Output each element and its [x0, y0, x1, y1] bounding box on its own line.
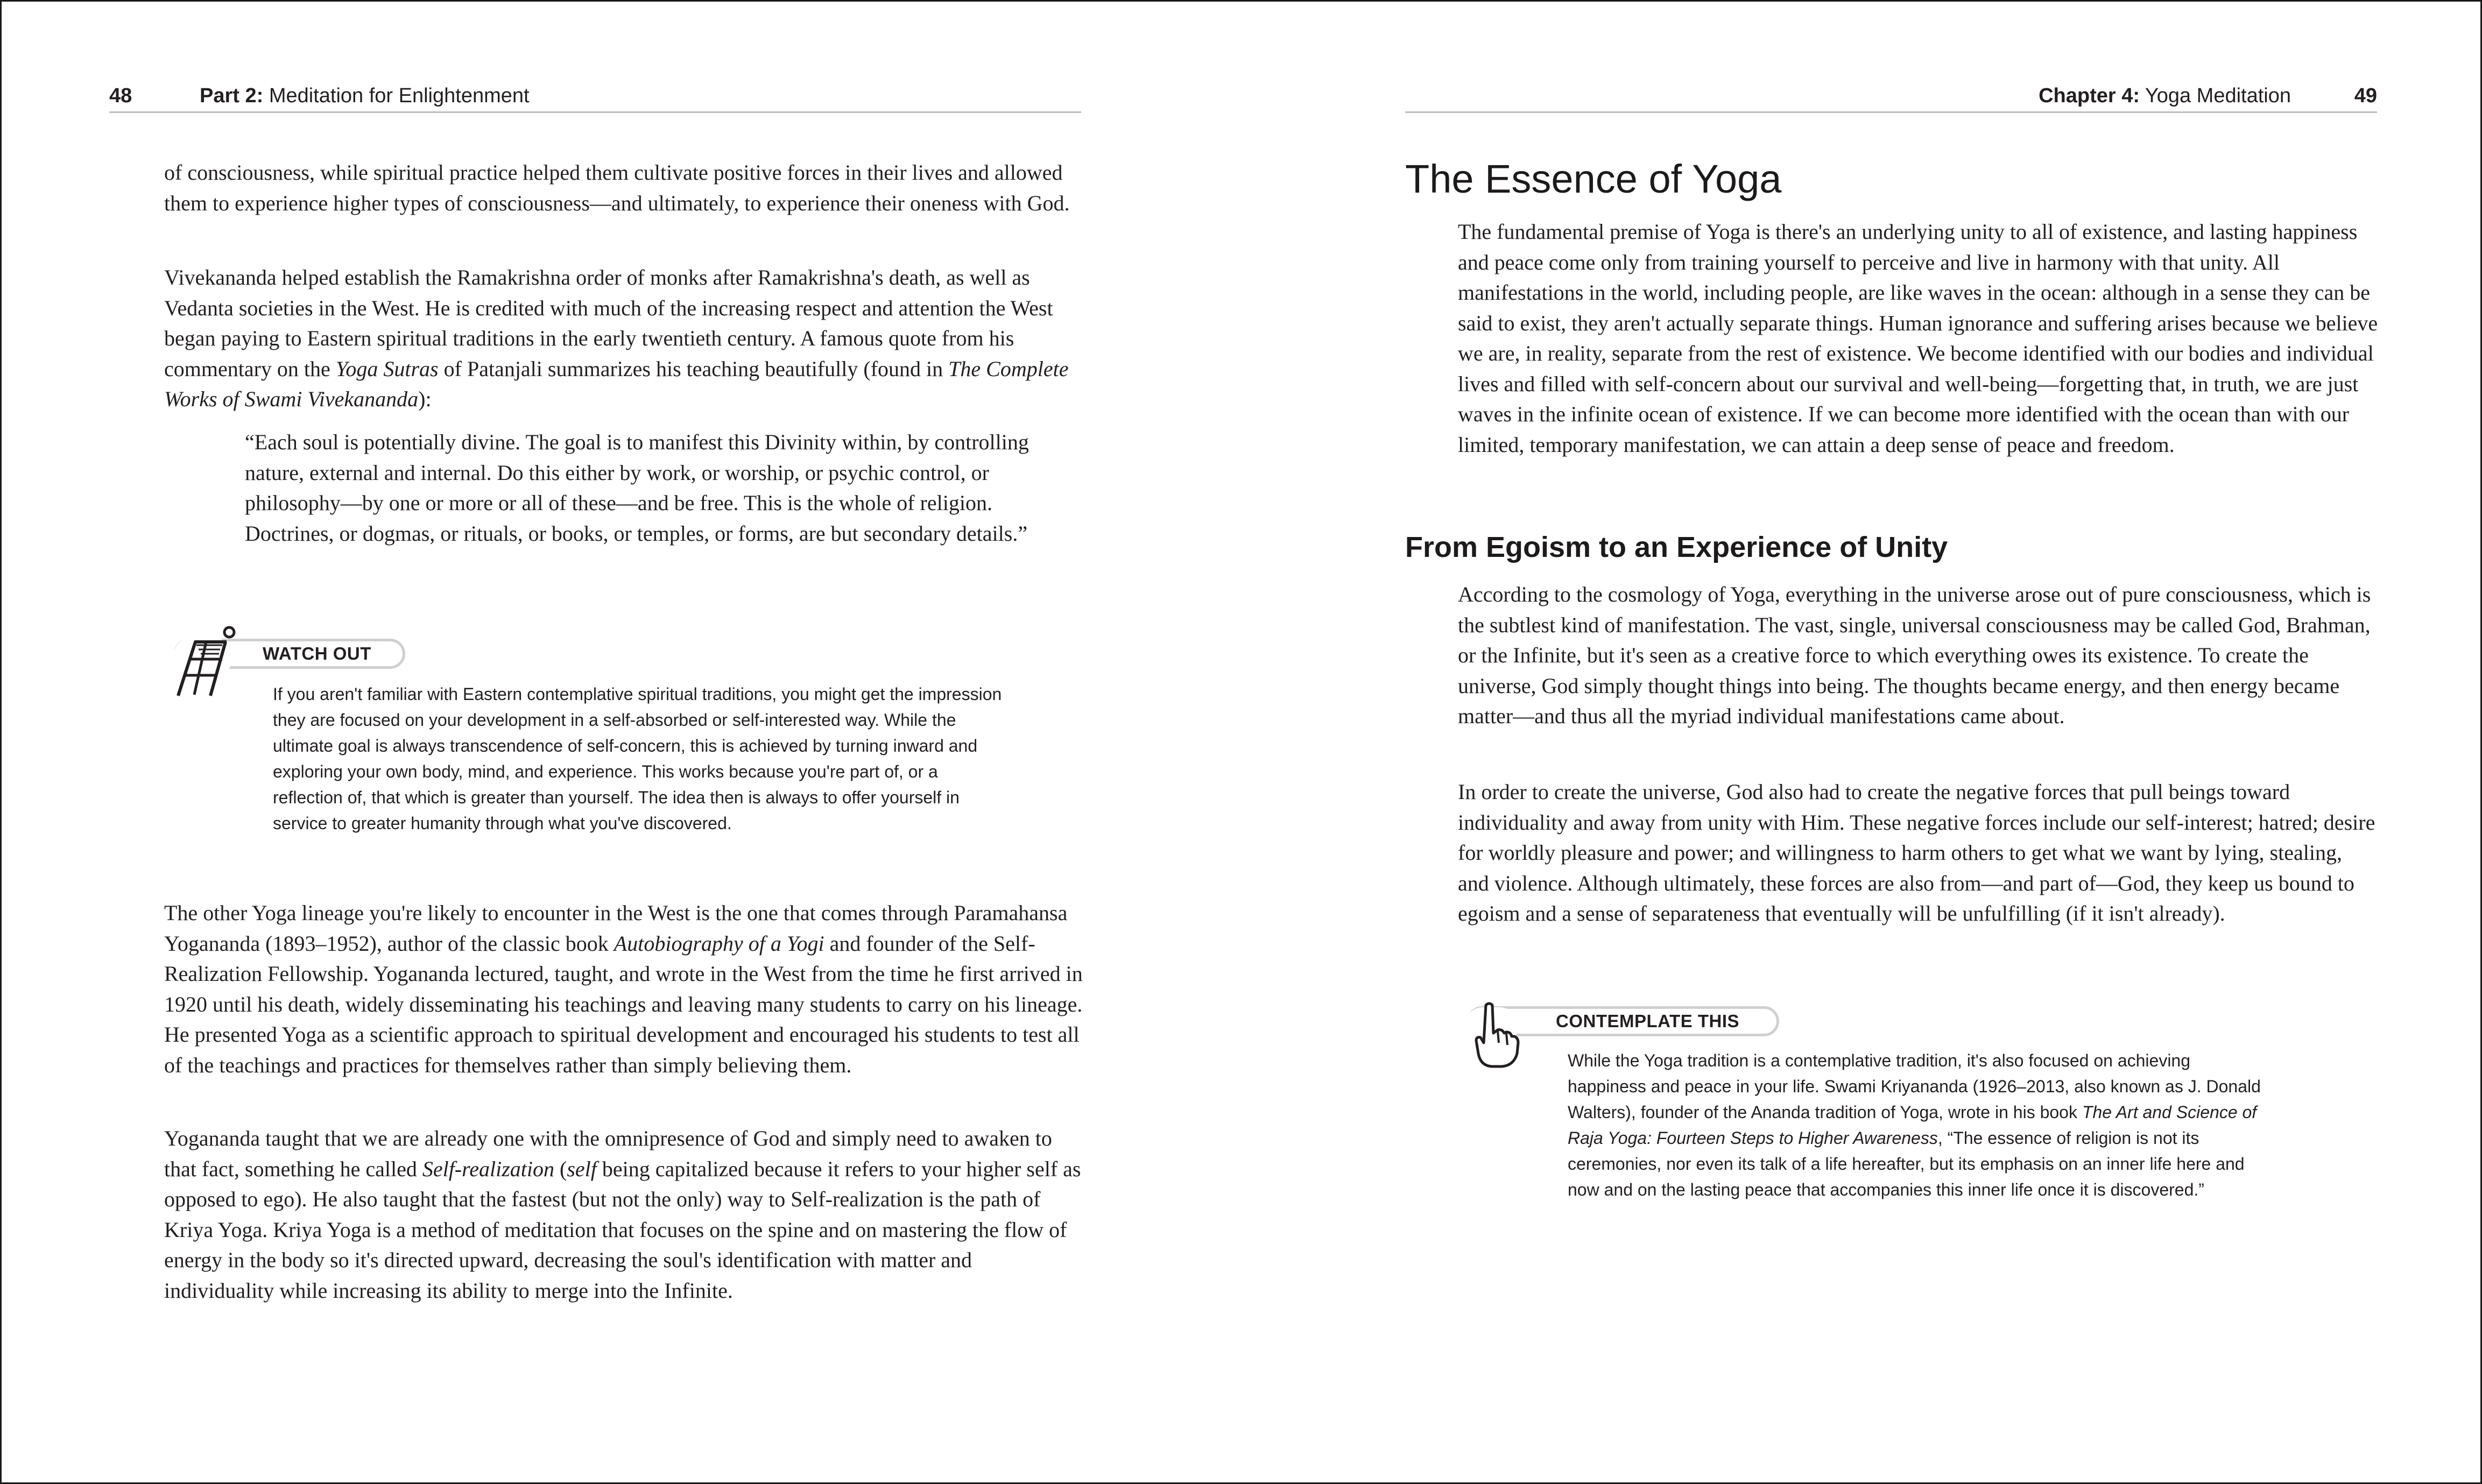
running-head-left	[109, 83, 1081, 113]
book-title: Yoga Sutras	[335, 356, 439, 381]
paragraph	[164, 263, 1084, 415]
section-title: The Essence of Yoga	[1405, 157, 1782, 201]
book-title: Autobiography of a Yogi	[614, 931, 824, 956]
text-run: Vivekananda helped establish the Ramakrishna order of monks after Ramakrishna's death, as well as Vedanta societies in the West. He is credited with much of the increasing respect and attention the West began paying to Eastern spiritual traditions in the early twentieth century. A famous quote from his commentary on the	[164, 265, 1053, 381]
term: Self-realization	[422, 1156, 554, 1181]
running-head-text	[200, 83, 530, 108]
chapter-label: Chapter 4:	[2039, 84, 2140, 107]
paragraph: The fundamental premise of Yoga is there's an underlying unity to all of existence, and lasting happiness and peace come only from training yourself to perceive and live in harmony with that unity. All manifestations in the world, including people, are like waves in the ocean: although in a sense they can be said to exist, they aren't actually separate things. Human ignorance and suffering arises because we believe we are, in reality, separate from the rest of existence. We become identified with our bodies and individual lives and filled with self-concern about our survival and well-being—forgetting that, in truth, we are just waves in the infinite ocean of existence. If we can become more identified with the ocean than with our limited, temporary manifestation, we can attain a deep sense of peace and freedom.	[1458, 220, 2378, 457]
text-run: of Patanjali summarizes his teaching beautifully (found in	[438, 356, 949, 381]
sidebar-text	[1568, 1048, 2262, 1203]
term: self	[567, 1156, 597, 1181]
sidebar-label: CONTEMPLATE THIS	[1467, 1006, 1779, 1036]
book-title: The Art and Science of Raja Yoga: Fourteen Steps to Higher Awareness	[1568, 1103, 2257, 1148]
page-number: 48	[109, 84, 132, 107]
book-title: The Complete Works of Swami Vivekananda	[164, 356, 1069, 411]
paragraph: of consciousness, while spiritual practice helped them cultivate positive forces in their lives and allowed them to experience higher types of consciousness—and ultimately, to experience their oneness with God.	[164, 160, 1070, 215]
block-quote: “Each soul is potentially divine. The goal is to manifest this Divinity within, by controlling nature, external and internal. Do this either by work, or worship, or psychic control, or philosophy—by one or more or all of these—and be free. This is the whole of religion. Doctrines, or dogmas, or rituals, or books, or temples, or forms, are but secondary details.”	[245, 430, 1029, 546]
text-run: ):	[418, 387, 432, 411]
text-run: being capitalized because it refers to your higher self as opposed to ego). He also taught that the fastest (but not the only) way to Self-realization is the path of Kriya Yoga. Kriya Yoga is a method of meditation that focuses on the spine and on mastering the flow of energy in the body so it's directed upward, decreasing the soul's identification with matter and individuality while increasing its ability to merge into the Infinite.	[164, 1156, 1081, 1303]
text-run: and founder of the Self-Realization Fellowship. Yogananda lectured, taught, and wrote in the West from the time he first arrived in 1920 until his death, widely disseminating his teachings and leaving many students to carry on his lineage. He presented Yoga as a scientific approach to spiritual development and encouraged his students to test all of the teachings and practices for themselves rather than simply believing them.	[164, 931, 1083, 1077]
pointing-hand-icon	[1464, 1000, 1524, 1070]
part-title: Meditation for Enlightenment	[269, 84, 530, 107]
sidebar-text: If you aren't familiar with Eastern contemplative spiritual traditions, you might get the impression they are focused on your development in a self-absorbed or self-interested way. While the ultimate goal is always transcendence of self-concern, this is achieved by turning inward and exploring your own body, mind, and experience. This works because you're part of, or a reflection of, that which is greater than yourself. The idea then is always to offer yourself in service to greater humanity through what you've discovered.	[273, 684, 1002, 833]
text-run: The other Yoga lineage you're likely to encounter in the West is the one that comes through Paramahansa Yogananda (1893–1952), author of the classic book	[164, 901, 1068, 956]
text-run: While the Yoga tradition is a contemplative tradition, it's also focused on achieving happiness and peace in your life. Swami Kriyananda (1926–2013, also known as J. Donald Walters), founder of the Ananda tradition of Yoga, wrote in his book	[1568, 1051, 2261, 1122]
paragraph	[164, 1123, 1084, 1306]
paragraph: In order to create the universe, God also had to create the negative forces that pull beings toward individuality and away from unity with Him. These negative forces include our self-interest; hatred; desire for worldly pleasure and power; and willingness to harm others to get what we want by lying, stealing, and violence. Although ultimately, these forces are also from—and part of—God, they keep us bound to egoism and a sense of separateness that eventually will be unfulfilling (if it isn't already).	[1458, 780, 2375, 925]
text-run: , “The essence of religion is not its ceremonies, nor even its talk of a life hereafter, but its emphasis on an inner life here and now and on the lasting peace that accompanies this inner life once it is discovered.”	[1568, 1128, 2245, 1199]
paragraph: According to the cosmology of Yoga, everything in the universe arose out of pure consciousness, which is the subtlest kind of manifestation. The vast, single, universal consciousness may be called God, Brahman, or the Infinite, but it's seen as a creative force to which everything owes its existence. To create the universe, God simply thought things into being. The thoughts became energy, and then energy became matter—and thus all the myriad individual manifestations came about.	[1458, 582, 2371, 728]
part-label: Part 2:	[200, 84, 264, 107]
sidebar-label: WATCH OUT	[174, 639, 405, 669]
right-page	[1241, 2, 2480, 1482]
text-run: Yogananda taught that we are already one with the omnipresence of God and simply need to awaken to that fact, something he called	[164, 1126, 1052, 1181]
subsection-title: From Egoism to an Experience of Unity	[1405, 531, 1948, 563]
left-page	[2, 2, 1241, 1482]
chapter-title: Yoga Meditation	[2145, 84, 2291, 107]
ladder-warning-icon	[173, 626, 243, 701]
paragraph	[164, 898, 1084, 1080]
page-number: 49	[2354, 84, 2377, 107]
running-head-text	[2039, 83, 2291, 108]
text-run: (	[554, 1156, 567, 1181]
running-head-right	[1405, 83, 2377, 113]
